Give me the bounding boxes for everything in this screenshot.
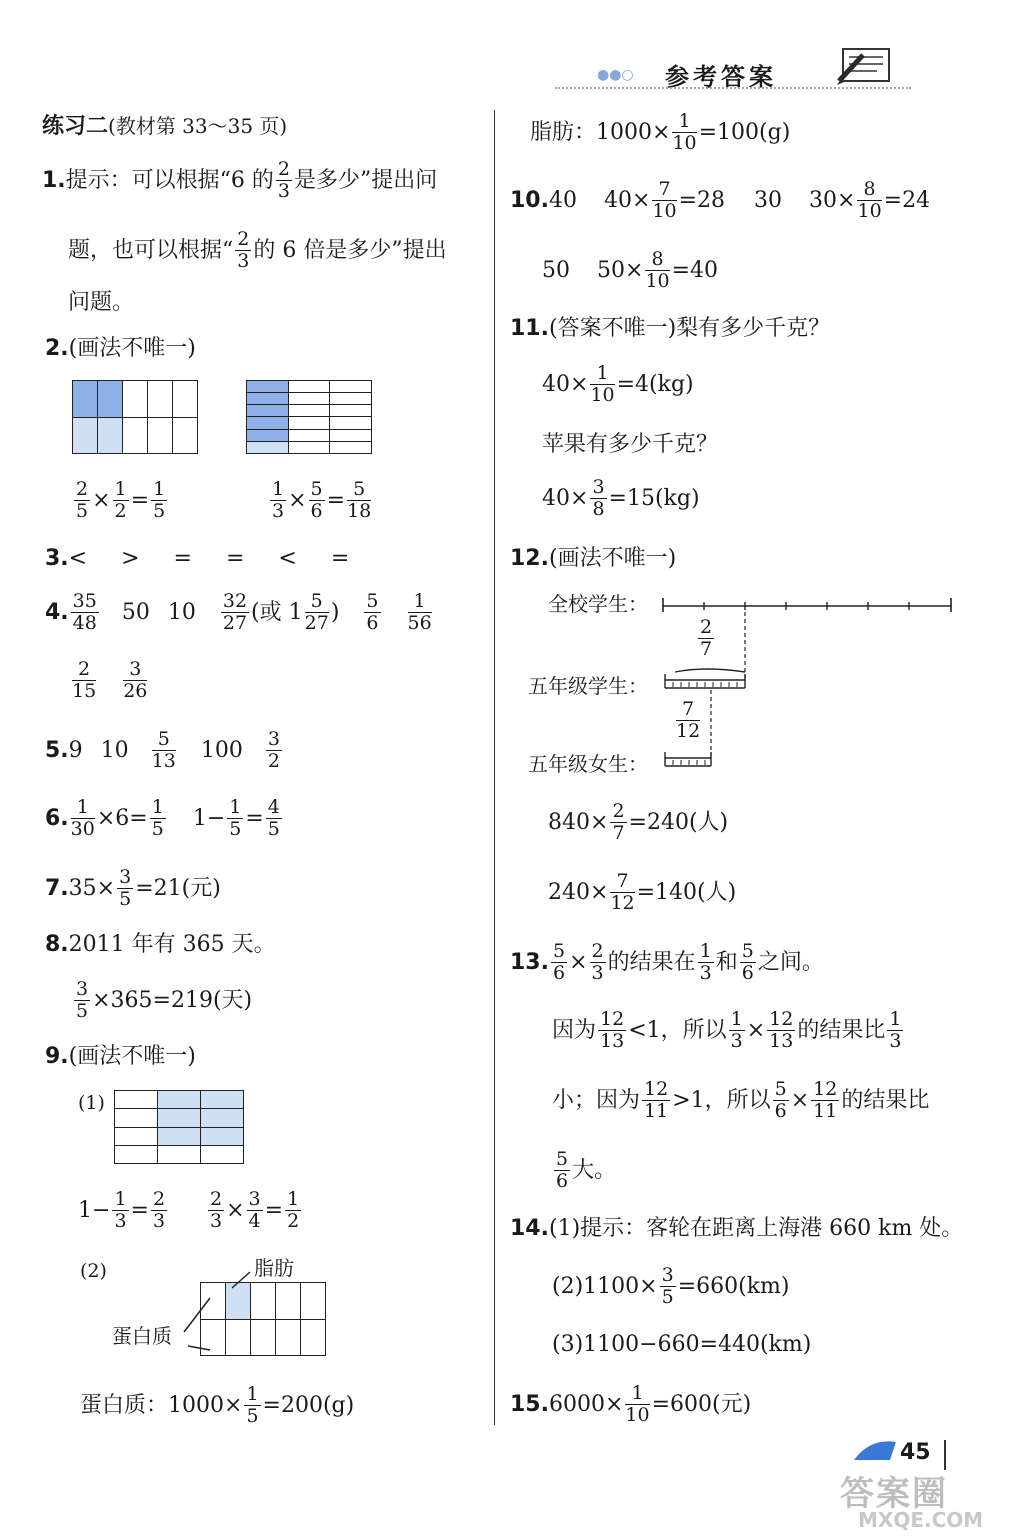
q9-heading: 9.(画法不唯一) bbox=[45, 1044, 196, 1069]
q2-note: (画法不唯一) bbox=[68, 336, 196, 361]
q2-grid-1 bbox=[72, 380, 198, 454]
section-heading bbox=[42, 116, 287, 138]
q4-number: 4. bbox=[45, 599, 69, 625]
q3-answers: < > = = < = bbox=[68, 546, 356, 571]
q12-equation-1: 840× $\frac{2}{7}$ =240(人) bbox=[548, 800, 729, 845]
q10-line1: 10.40 40× $\frac{7}{10}$ =28 30 30× $\frac{8}{10}$ =24 bbox=[510, 178, 931, 223]
q12-heading: 12.(画法不唯一) bbox=[510, 546, 677, 571]
q14-line1: 14.(1)提示：客轮在距离上海港 660 km 处。 bbox=[510, 1216, 964, 1241]
q9-fat-label: 脂肪 bbox=[254, 1256, 294, 1280]
q5-line: 5.9 10 $\frac{5}{13}$ 100 $\frac{3}{2}$ bbox=[45, 728, 280, 773]
q2-heading bbox=[45, 338, 196, 360]
header-rule bbox=[555, 87, 911, 89]
q9-protein-equation: 蛋白质：1000× $\frac{1}{5}$ =200(g) bbox=[80, 1383, 355, 1428]
q1-number: 1. bbox=[42, 167, 66, 193]
q13-line3: 小；因为 $\frac{12}{11}$ >1，所以 $\frac{5}{6}$ × $\frac{12}{11}$ 的结果比 bbox=[552, 1078, 930, 1123]
q9-protein-label: 蛋白质 bbox=[112, 1324, 172, 1348]
q14-line2: (2)1100× $\frac{3}{5}$ =660(km) bbox=[552, 1264, 790, 1309]
section-title: 练习二 bbox=[42, 114, 109, 139]
q3-line bbox=[45, 548, 355, 570]
q12-fraction-2: $\frac{7}{12}$ bbox=[676, 698, 701, 743]
q14-number: 14. bbox=[510, 1216, 549, 1241]
q9-number: 9. bbox=[45, 1044, 69, 1069]
q8-line1: 8.2011 年有 365 天。 bbox=[45, 932, 276, 957]
header-bar bbox=[555, 55, 915, 91]
q2-grid-2 bbox=[246, 380, 372, 454]
header-dots-icon: ●●○ bbox=[597, 67, 634, 83]
q1-fraction-1: $\frac{2}{3}$ bbox=[277, 158, 291, 203]
page-number: 45 bbox=[900, 1440, 931, 1465]
q3-number: 3. bbox=[45, 546, 69, 571]
q11-number: 11. bbox=[510, 316, 549, 341]
q9-equation-1: 1− $\frac{1}{3}$ = $\frac{2}{3}$ bbox=[78, 1188, 166, 1233]
watermark-site: MXQE.COM bbox=[858, 1508, 984, 1532]
q1-line1 bbox=[42, 160, 437, 202]
watermark-logo: 答案圈 bbox=[840, 1474, 948, 1514]
q1-text-c: 题，也可以根据“ bbox=[68, 237, 234, 263]
section-note: (教材第 33～35 页) bbox=[108, 114, 288, 138]
q9-part2-label: (2) bbox=[80, 1260, 107, 1282]
q12-label-g5: 五年级学生： bbox=[528, 674, 648, 698]
q1-text-d: 的 6 倍是多少”提出 bbox=[253, 237, 447, 263]
q13-line1: 13. $\frac{5}{6}$ × $\frac{2}{3}$ 的结果在 $\frac{1}{3}$ 和 $\frac{5}{6}$ 之间。 bbox=[510, 940, 824, 985]
column-divider bbox=[494, 110, 495, 1425]
q9-pointer-lines bbox=[170, 1260, 270, 1360]
q1-fraction-2: $\frac{2}{3}$ bbox=[237, 228, 250, 273]
q11-equation-1: 40× $\frac{1}{10}$ =4(kg) bbox=[542, 362, 694, 407]
q12-label-all: 全校学生： bbox=[548, 592, 648, 616]
scroll-pen-icon bbox=[835, 41, 905, 91]
q6-line: 6. $\frac{1}{30}$ ×6= $\frac{1}{5}$ 1− $\frac{1}{5}$ = $\frac{4}{5}$ bbox=[45, 796, 280, 841]
q12-number: 12. bbox=[510, 546, 549, 571]
q15-number: 15. bbox=[510, 1391, 549, 1417]
q9-part1-label: (1) bbox=[78, 1092, 105, 1114]
q9-grid-1 bbox=[114, 1090, 244, 1164]
q14-line3: (3)1100−660=440(km) bbox=[552, 1332, 812, 1357]
q13-number: 13. bbox=[510, 949, 549, 975]
q11-equation-2: 40× $\frac{3}{8}$ =15(kg) bbox=[542, 476, 700, 521]
q1-line2 bbox=[68, 230, 447, 272]
header-title: 参考答案 bbox=[665, 63, 777, 91]
q8-line2: $\frac{3}{5}$ ×365=219(天) bbox=[76, 978, 253, 1023]
q12-equation-2: 240× $\frac{7}{12}$ =140(人) bbox=[548, 870, 737, 915]
q1-text-e: 问题。 bbox=[68, 290, 135, 315]
page-corner-icon bbox=[850, 1436, 900, 1466]
q11-text-2: 苹果有多少千克？ bbox=[542, 432, 719, 457]
q7-number: 7. bbox=[45, 875, 69, 901]
q9-equation-2: $\frac{2}{3}$ × $\frac{3}{4}$ = $\frac{1}{2}$ bbox=[210, 1188, 300, 1233]
fat-equation: 脂肪：1000× $\frac{1}{10}$ =100(g) bbox=[530, 110, 791, 155]
q4-line2: $\frac{2}{15}$ $\frac{3}{26}$ bbox=[72, 658, 148, 703]
q12-fraction-1: $\frac{2}{7}$ bbox=[700, 616, 713, 661]
q2-equation-2: $\frac{1}{3}$ × $\frac{5}{6}$ = $\frac{5}{18}$ bbox=[272, 478, 372, 523]
q2-number: 2. bbox=[45, 336, 69, 361]
q7-line: 7.35× $\frac{3}{5}$ =21(元) bbox=[45, 866, 221, 911]
q13-line4: $\frac{5}{6}$ 大。 bbox=[556, 1148, 617, 1193]
q15-line: 15.6000× $\frac{1}{10}$ =600(元) bbox=[510, 1382, 752, 1427]
q1-text-b: 是多少”提出问 bbox=[294, 167, 438, 193]
q10-line2: 50 50× $\frac{8}{10}$ =40 bbox=[542, 248, 719, 293]
q10-number: 10. bbox=[510, 187, 549, 213]
q6-number: 6. bbox=[45, 805, 69, 831]
q1-text-a: 提示：可以根据“6 的 bbox=[65, 167, 274, 193]
q13-line2: 因为 $\frac{12}{13}$ <1，所以 $\frac{1}{3}$ × $\frac{12}{13}$ 的结果比 $\frac{1}{3}$ bbox=[552, 1008, 902, 1053]
q5-number: 5. bbox=[45, 737, 69, 763]
q4-line1: 4. $\frac{35}{48}$ 50 10 $\frac{32}{27}$ (或 1 $\frac{5}{27}$ ) $\frac{5}{6}$ $\frac{1}{56}$ bbox=[45, 590, 432, 635]
q2-equation-1: $\frac{2}{5}$ × $\frac{1}{2}$ = $\frac{1}{5}$ bbox=[76, 478, 166, 523]
q12-label-g5f: 五年级女生： bbox=[528, 752, 648, 776]
q11-heading: 11.(答案不唯一)梨有多少千克？ bbox=[510, 316, 831, 341]
q8-number: 8. bbox=[45, 932, 69, 957]
